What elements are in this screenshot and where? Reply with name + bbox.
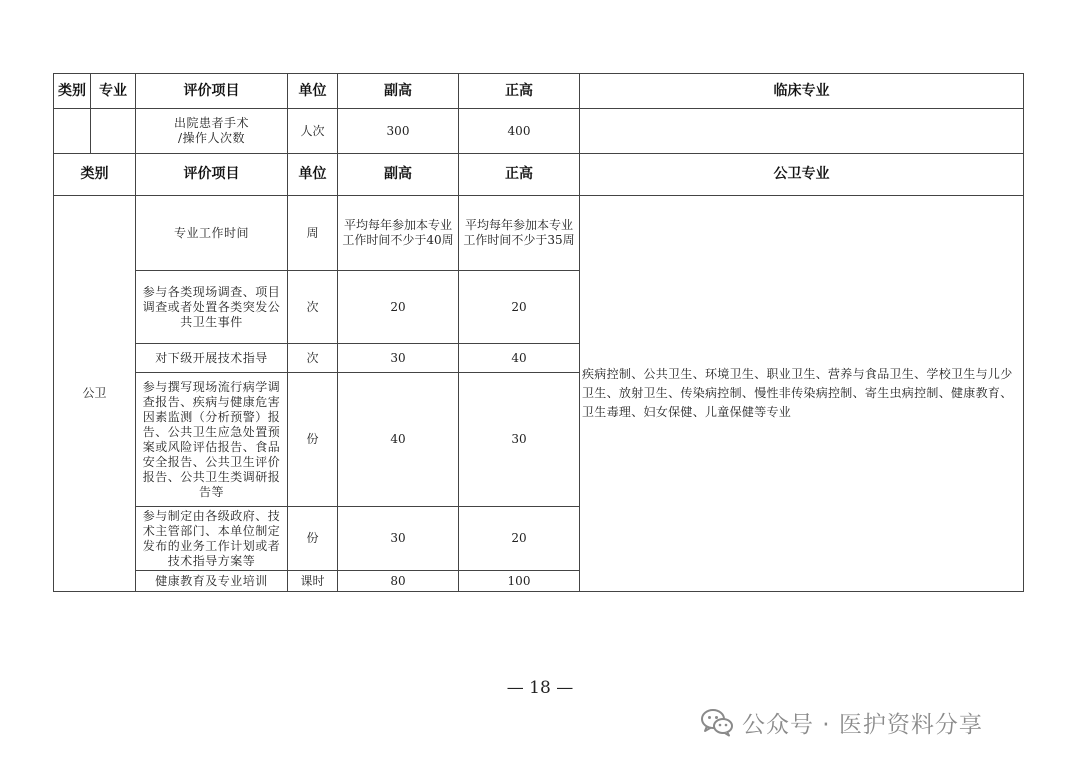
ph-deputy-senior: 平均每年参加本专业工作时间不少于40周 xyxy=(338,196,459,271)
ph-deputy-senior: 40 xyxy=(338,373,459,507)
header-senior: 正高 xyxy=(459,74,580,109)
ph-unit: 次 xyxy=(288,344,338,373)
ph-unit: 次 xyxy=(288,271,338,344)
clinical-major-cell xyxy=(580,109,1024,154)
ph-item: 参与各类现场调查、项目调查或者处置各类突发公共卫生事件 xyxy=(136,271,288,344)
header-specialty: 专业 xyxy=(91,74,136,109)
ph-header-unit: 单位 xyxy=(288,154,338,196)
table-row xyxy=(54,196,1024,271)
ph-item: 参与制定由各级政府、技术主管部门、本单位制定发布的业务工作计划或者技术指导方案等 xyxy=(136,507,288,571)
clinical-category-cell xyxy=(54,109,91,154)
public-health-header-row xyxy=(54,154,1024,196)
ph-unit: 份 xyxy=(288,373,338,507)
ph-deputy-senior: 80 xyxy=(338,571,459,592)
ph-unit: 份 xyxy=(288,507,338,571)
ph-item: 健康教育及专业培训 xyxy=(136,571,288,592)
clinical-unit: 人次 xyxy=(288,109,338,154)
ph-header-deputy-senior: 副高 xyxy=(338,154,459,196)
ph-deputy-senior: 30 xyxy=(338,344,459,373)
ph-item: 参与撰写现场流行病学调查报告、疾病与健康危害因素监测（分析预警）报告、公共卫生应急处置预案或风险评估报告、食品安全报告、公共卫生评价报告、公共卫生类调研报告等 xyxy=(136,373,288,507)
header-unit: 单位 xyxy=(288,74,338,109)
watermark-text: 公众号 · 医护资料分享 xyxy=(742,711,983,738)
header-category: 类别 xyxy=(54,74,91,109)
clinical-specialty-cell xyxy=(91,109,136,154)
ph-unit: 周 xyxy=(288,196,338,271)
page-number: — 18 — xyxy=(506,678,574,698)
header-deputy-senior: 副高 xyxy=(338,74,459,109)
clinical-item: 出院患者手术 /操作人次数 xyxy=(136,109,288,154)
ph-senior: 20 xyxy=(459,271,580,344)
clinical-header-row xyxy=(54,74,1024,109)
ph-senior: 30 xyxy=(459,373,580,507)
watermark xyxy=(700,702,983,742)
clinical-data-row xyxy=(54,109,1024,154)
clinical-senior: 400 xyxy=(459,109,580,154)
ph-deputy-senior: 20 xyxy=(338,271,459,344)
header-clinical-major: 临床专业 xyxy=(580,74,1024,109)
ph-item: 专业工作时间 xyxy=(136,196,288,271)
ph-header-category: 类别 xyxy=(54,154,136,196)
ph-header-senior: 正高 xyxy=(459,154,580,196)
ph-senior: 平均每年参加本专业工作时间不少于35周 xyxy=(459,196,580,271)
ph-category: 公卫 xyxy=(54,196,136,592)
wechat-icon xyxy=(700,707,734,737)
clinical-deputy-senior: 300 xyxy=(338,109,459,154)
ph-item: 对下级开展技术指导 xyxy=(136,344,288,373)
ph-header-major: 公卫专业 xyxy=(580,154,1024,196)
ph-specialties: 疾病控制、公共卫生、环境卫生、职业卫生、营养与食品卫生、学校卫生与儿少卫生、放射卫生、传染病控制、慢性非传染病控制、寄生虫病控制、健康教育、卫生毒理、妇女保健、儿童保健等专业 xyxy=(580,196,1024,592)
ph-senior: 40 xyxy=(459,344,580,373)
ph-unit: 课时 xyxy=(288,571,338,592)
evaluation-table xyxy=(53,73,1024,592)
header-item: 评价项目 xyxy=(136,74,288,109)
ph-senior: 20 xyxy=(459,507,580,571)
ph-deputy-senior: 30 xyxy=(338,507,459,571)
ph-senior: 100 xyxy=(459,571,580,592)
ph-header-item: 评价项目 xyxy=(136,154,288,196)
